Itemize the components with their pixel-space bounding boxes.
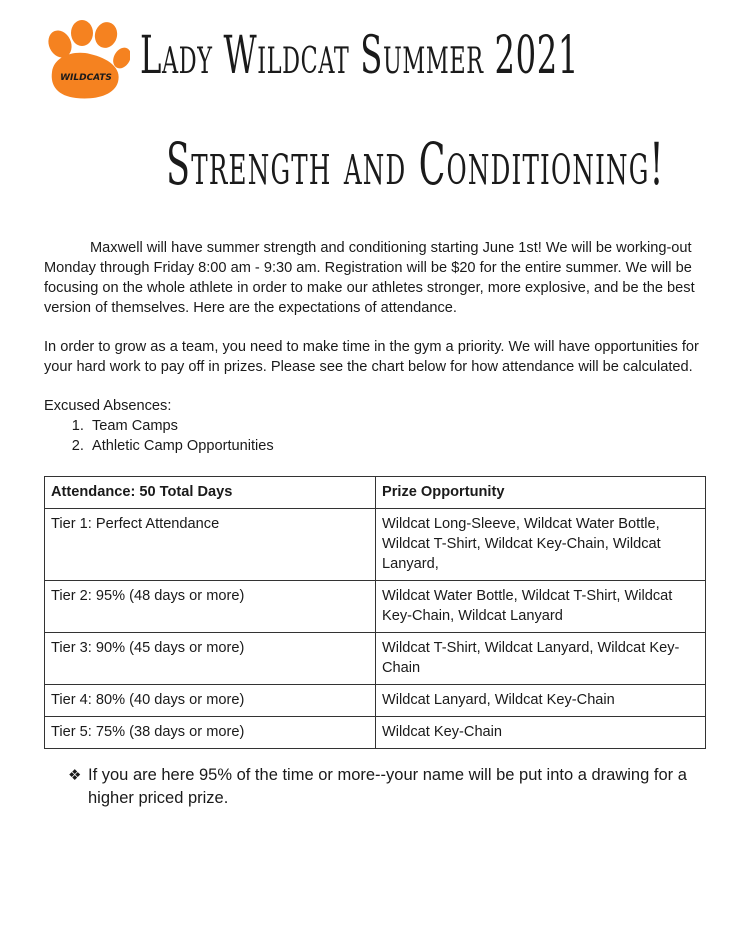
paw-toe xyxy=(71,20,93,46)
table-row xyxy=(45,685,706,717)
page-title: Lady Wildcat Summer 2021 xyxy=(140,26,580,86)
list-item: 1. Team Camps xyxy=(88,416,708,436)
drawing-note xyxy=(68,764,718,810)
prize-cell: Wildcat Lanyard, Wildcat Key-Chain xyxy=(376,685,706,717)
drawing-note-text: If you are here 95% of the time or more--your name will be put into a drawing for a higher priced prize. xyxy=(88,766,687,807)
column-header-prize: Prize Opportunity xyxy=(376,477,706,509)
table-row xyxy=(45,509,706,581)
wildcats-paw-logo xyxy=(44,20,130,102)
tier-cell: Tier 4: 80% (40 days or more) xyxy=(45,685,376,717)
logo-text: WILDCATS xyxy=(60,73,112,83)
table-row xyxy=(45,717,706,749)
prize-cell: Wildcat Long-Sleeve, Wildcat Water Bottle, Wildcat T-Shirt, Wildcat Key-Chain, Wildcat Lanyard, xyxy=(376,509,706,581)
tier-cell: Tier 3: 90% (45 days or more) xyxy=(45,633,376,685)
prize-cell: Wildcat T-Shirt, Wildcat Lanyard, Wildcat Key-Chain xyxy=(376,633,706,685)
table-header-row xyxy=(45,477,706,509)
intro-paragraph-1: Maxwell will have summer strength and conditioning starting June 1st! We will be working-out Monday through Friday 8:00 am - 9:30 am. Registration will be $20 for the entire summer. We will be focusing on the whole athlete in order to make our athletes stronger, more explosive, and be the best version of themselves. Here are the expectations of attendance. xyxy=(44,240,695,316)
excused-absences-label: Excused Absences: xyxy=(44,398,172,414)
page-subtitle xyxy=(0,130,750,198)
table-row xyxy=(45,581,706,633)
attendance-prize-table xyxy=(44,476,706,749)
prize-cell: Wildcat Water Bottle, Wildcat T-Shirt, Wildcat Key-Chain, Wildcat Lanyard xyxy=(376,581,706,633)
paw-toe xyxy=(92,20,120,50)
prize-cell: Wildcat Key-Chain xyxy=(376,717,706,749)
excused-absences-list xyxy=(44,416,708,456)
tier-cell: Tier 1: Perfect Attendance xyxy=(45,509,376,581)
intro-section xyxy=(44,238,708,456)
tier-cell: Tier 5: 75% (38 days or more) xyxy=(45,717,376,749)
column-header-attendance: Attendance: 50 Total Days xyxy=(45,477,376,509)
table-row xyxy=(45,633,706,685)
intro-paragraph-2: In order to grow as a team, you need to make time in the gym a priority. We will have opportunities for your hard work to pay off in prizes. Please see the chart below for how attendance will be calculated. xyxy=(44,339,699,375)
subtitle-text: Strength and Conditioning! xyxy=(166,130,665,198)
tier-cell: Tier 2: 95% (48 days or more) xyxy=(45,581,376,633)
list-item: 2. Athletic Camp Opportunities xyxy=(88,436,708,456)
diamond-bullet-icon: ❖ xyxy=(68,767,82,784)
